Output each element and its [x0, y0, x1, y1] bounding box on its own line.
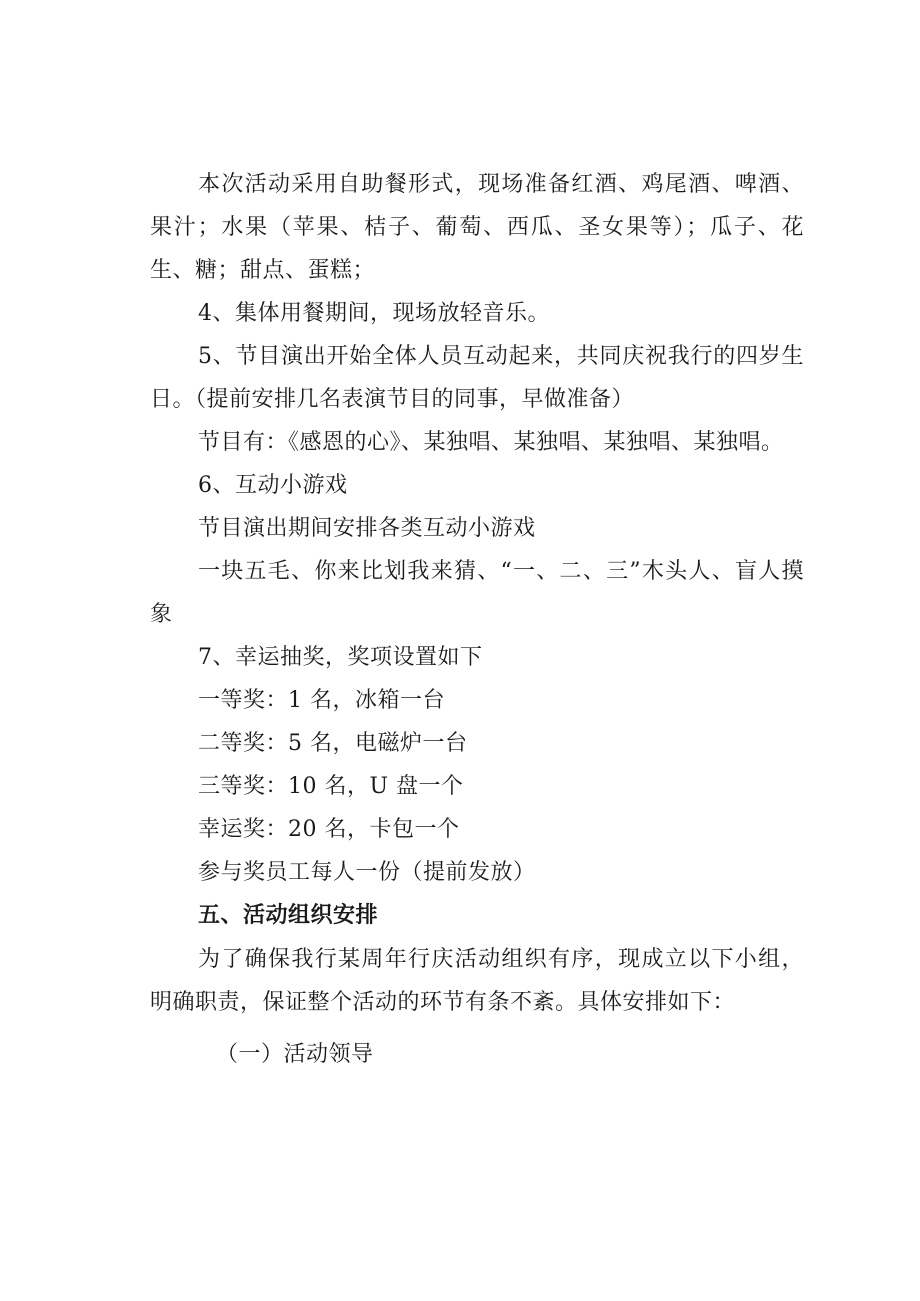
paragraph-programs: 节目有：《感恩的心》、某独唱、某独唱、某独唱、某独唱。: [198, 430, 784, 455]
paragraph-item-4: 4、集体用餐期间，现场放轻音乐。: [198, 301, 550, 326]
paragraph-food: 本次活动采用自助餐形式，现场准备红酒、鸡尾酒、啤酒、果汁；水果（苹果、桔子、葡萄、西瓜、圣女果等）；瓜子、花生、糖；甜点、蛋糕；: [150, 172, 804, 283]
paragraph-games-list: 一块五毛、你来比划我来猜、“一、二、三”木头人、盲人摸象: [150, 559, 804, 627]
section-paragraph: 为了确保我行某周年行庆活动组织有序，现成立以下小组，明确职责，保证整个活动的环节有条不紊。具体安排如下：: [150, 947, 804, 1015]
prize-participation: 参与奖员工每人一份（提前发放）: [198, 860, 536, 885]
prize-first: 一等奖：1 名，冰箱一台: [198, 688, 445, 713]
paragraph-games-intro: 节目演出期间安排各类互动小游戏: [198, 516, 536, 541]
paragraph-item-5: 5、节目演出开始全体人员互动起来，共同庆祝我行的四岁生日。（提前安排几名表演节目的同事，早做准备）: [150, 344, 804, 412]
subheading: （一）活动领导: [216, 1042, 374, 1067]
prize-third: 三等奖：10 名，U 盘一个: [198, 774, 464, 799]
prize-lucky: 幸运奖：20 名，卡包一个: [198, 817, 460, 842]
paragraph-item-7: 7、幸运抽奖，奖项设置如下: [198, 645, 483, 670]
paragraph-item-6: 6、互动小游戏: [198, 473, 348, 498]
prize-second: 二等奖：5 名，电磁炉一台: [198, 731, 468, 756]
section-heading: 五、活动组织安排: [198, 903, 379, 928]
document-body: [150, 163, 804, 1076]
